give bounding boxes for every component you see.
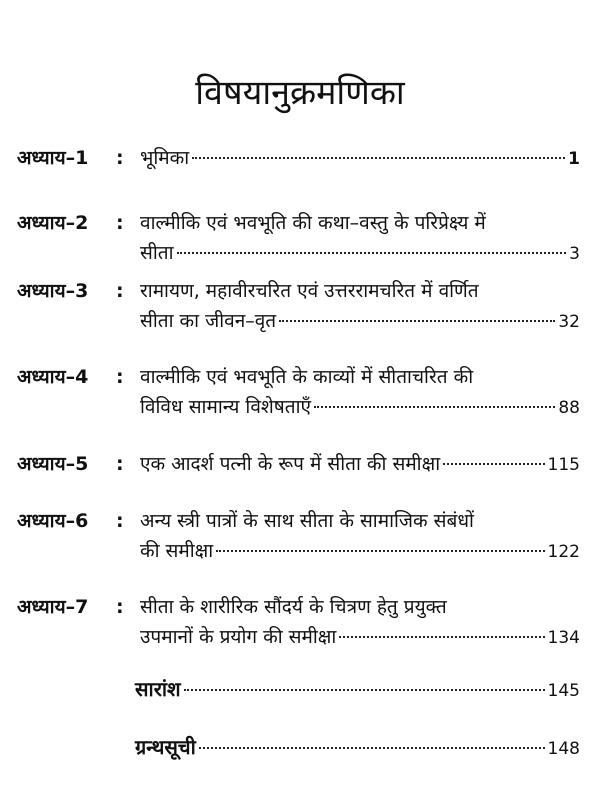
separator-colon: : bbox=[116, 453, 124, 475]
entry-title-line: सीता bbox=[140, 242, 174, 264]
toc-entry-bibliography[interactable] bbox=[135, 732, 580, 762]
chapter-label: अध्याय–6 bbox=[17, 510, 89, 532]
entry-title-line: सीता का जीवन–वृत bbox=[140, 310, 277, 332]
separator-colon: : bbox=[116, 147, 124, 169]
page-title: विषयानुक्रमणिका bbox=[195, 72, 405, 113]
page-number: 88 bbox=[558, 398, 580, 418]
entry-title-line: वाल्मीकि एवं भवभूति के काव्यों में सीताचरित की bbox=[140, 366, 474, 388]
chapter-label: अध्याय–2 bbox=[17, 212, 89, 234]
separator-colon: : bbox=[116, 212, 124, 234]
entry-title-line: की समीक्षा bbox=[140, 540, 214, 562]
summary-label: सारांश bbox=[135, 677, 181, 701]
dot-leader bbox=[339, 636, 544, 638]
entry-title-line: अन्य स्त्री पात्रों के साथ सीता के सामाजिक संबंधों bbox=[140, 510, 474, 532]
separator-colon: : bbox=[116, 280, 124, 302]
page-number: 115 bbox=[547, 455, 580, 475]
separator-colon: : bbox=[116, 596, 124, 618]
entry-title-line: वाल्मीकि एवं भवभूति की कथा–वस्तु के परिप्रेक्ष्य में bbox=[140, 212, 486, 234]
dot-leader bbox=[199, 747, 545, 749]
page-number: 122 bbox=[547, 542, 580, 562]
chapter-label: अध्याय–5 bbox=[17, 453, 89, 475]
dot-leader bbox=[279, 320, 555, 322]
bibliography-label: ग्रन्थसूची bbox=[135, 735, 196, 759]
entry-title-line: रामायण, महावीरचरित एवं उत्तररामचरित में वर्णित bbox=[140, 280, 479, 302]
chapter-label: अध्याय–1 bbox=[17, 147, 89, 169]
entry-title-line: विविध सामान्य विशेषताएँ bbox=[140, 396, 312, 418]
separator-colon: : bbox=[116, 366, 124, 388]
dot-leader bbox=[184, 689, 545, 691]
entry-title-line: उपमानों के प्रयोग की समीक्षा bbox=[140, 626, 337, 648]
entry-title-line: सीता के शारीरिक सौंदर्य के चित्रण हेतु प्रयुक्त bbox=[140, 596, 447, 618]
separator-colon: : bbox=[116, 510, 124, 532]
page-number: 3 bbox=[569, 244, 580, 264]
page-number: 145 bbox=[547, 681, 580, 701]
chapter-label: अध्याय–7 bbox=[17, 596, 89, 618]
dot-leader bbox=[443, 463, 544, 465]
dot-leader bbox=[177, 252, 567, 254]
page-number: 1 bbox=[568, 149, 580, 169]
entry-title-line: भूमिका bbox=[140, 147, 190, 169]
chapter-label: अध्याय–4 bbox=[17, 366, 89, 388]
dot-leader bbox=[314, 406, 555, 408]
toc-entry-summary[interactable] bbox=[135, 674, 580, 704]
page-number: 32 bbox=[558, 312, 580, 332]
dot-leader bbox=[216, 550, 544, 552]
entry-title-line: एक आदर्श पत्नी के रूप में सीता की समीक्षा bbox=[140, 453, 441, 475]
chapter-label: अध्याय–3 bbox=[17, 280, 89, 302]
page-number: 134 bbox=[547, 628, 580, 648]
dot-leader bbox=[192, 157, 565, 159]
page-number: 148 bbox=[547, 739, 580, 759]
